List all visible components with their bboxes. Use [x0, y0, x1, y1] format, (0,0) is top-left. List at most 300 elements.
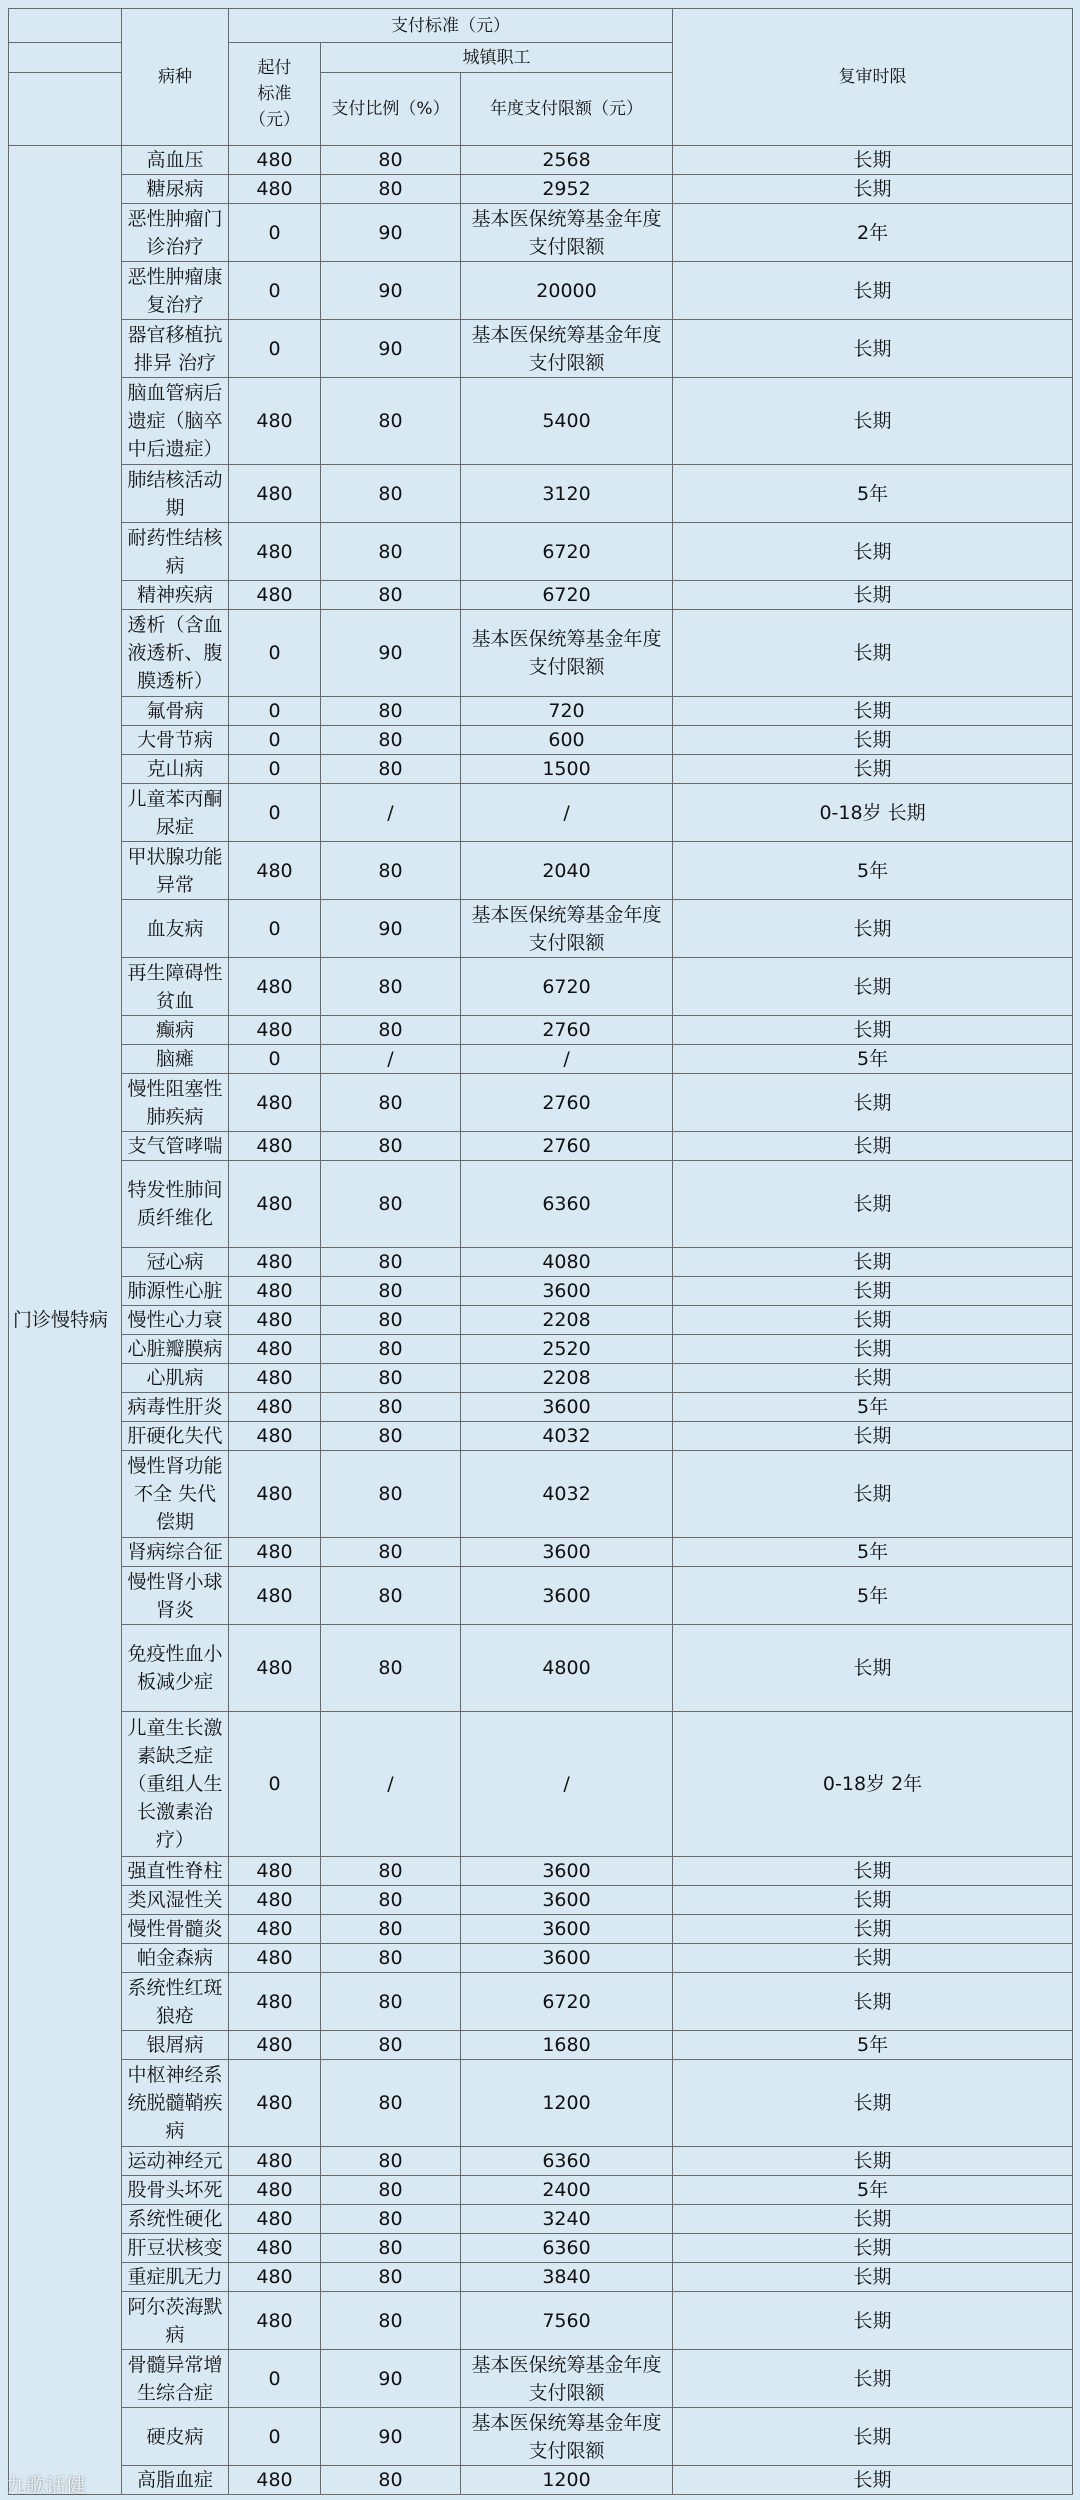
header-start-standard: 起付 标准 （元） — [229, 43, 321, 146]
pay-ratio-cell: 80 — [321, 1016, 461, 1045]
pay-ratio-cell: 80 — [321, 1944, 461, 1973]
pay-ratio-cell: 80 — [321, 2205, 461, 2234]
disease-cell: 透析（含血液透析、腹膜透析） — [122, 610, 229, 697]
start-standard-cell: 480 — [229, 2292, 321, 2350]
review-period-cell: 长期 — [673, 755, 1073, 784]
pay-ratio-cell: 80 — [321, 958, 461, 1016]
review-period-cell: 长期 — [673, 378, 1073, 465]
annual-limit-cell: / — [461, 1045, 673, 1074]
disease-cell: 慢性骨髓炎 — [122, 1915, 229, 1944]
table-row — [9, 2176, 1073, 2205]
review-period-cell: 长期 — [673, 1915, 1073, 1944]
start-standard-cell: 480 — [229, 1973, 321, 2031]
pay-ratio-cell: 80 — [321, 1422, 461, 1451]
review-period-cell: 2年 — [673, 204, 1073, 262]
pay-ratio-cell: 90 — [321, 2408, 461, 2466]
pay-ratio-cell: 80 — [321, 581, 461, 610]
pay-ratio-cell: 90 — [321, 610, 461, 697]
disease-cell: 银屑病 — [122, 2031, 229, 2060]
header-pay-standard: 支付标准（元） — [229, 9, 673, 43]
disease-cell: 肾病综合征 — [122, 1538, 229, 1567]
disease-cell: 糖尿病 — [122, 175, 229, 204]
disease-cell: 支气管哮喘 — [122, 1132, 229, 1161]
annual-limit-cell: 6360 — [461, 2147, 673, 2176]
pay-ratio-cell: 80 — [321, 1335, 461, 1364]
table-row — [9, 2408, 1073, 2466]
disease-cell: 股骨头坏死 — [122, 2176, 229, 2205]
start-standard-cell: 480 — [229, 1625, 321, 1712]
pay-ratio-cell: 90 — [321, 204, 461, 262]
disease-cell: 心脏瓣膜病 — [122, 1335, 229, 1364]
review-period-cell: 长期 — [673, 523, 1073, 581]
table-row — [9, 1538, 1073, 1567]
review-period-cell: 0-18岁 2年 — [673, 1712, 1073, 1857]
disease-cell: 中枢神经系统脱髓鞘疾病 — [122, 2060, 229, 2147]
table-row — [9, 320, 1073, 378]
table-row — [9, 2466, 1073, 2495]
annual-limit-cell: 6720 — [461, 958, 673, 1016]
review-period-cell: 长期 — [673, 1886, 1073, 1915]
annual-limit-cell: 2520 — [461, 1335, 673, 1364]
start-standard-cell: 480 — [229, 1277, 321, 1306]
annual-limit-cell: 4080 — [461, 1248, 673, 1277]
header-blank-cell — [9, 43, 122, 73]
start-standard-cell: 0 — [229, 610, 321, 697]
disease-cell: 高脂血症 — [122, 2466, 229, 2495]
annual-limit-cell: 4032 — [461, 1451, 673, 1538]
pay-ratio-cell: 80 — [321, 1132, 461, 1161]
pay-ratio-cell: 80 — [321, 697, 461, 726]
start-standard-cell: 480 — [229, 2031, 321, 2060]
table-row — [9, 1364, 1073, 1393]
review-period-cell: 长期 — [673, 1306, 1073, 1335]
header-annual-limit: 年度支付限额（元） — [461, 73, 673, 146]
review-period-cell: 长期 — [673, 146, 1073, 175]
review-period-cell: 长期 — [673, 2263, 1073, 2292]
start-standard-cell: 480 — [229, 1335, 321, 1364]
chronic-disease-payment-table — [8, 8, 1073, 2495]
review-period-cell: 5年 — [673, 1538, 1073, 1567]
pay-ratio-cell: 80 — [321, 2176, 461, 2205]
annual-limit-cell: 2760 — [461, 1074, 673, 1132]
review-period-cell: 长期 — [673, 697, 1073, 726]
table-row — [9, 755, 1073, 784]
pay-ratio-cell: 80 — [321, 2031, 461, 2060]
annual-limit-cell: 2760 — [461, 1132, 673, 1161]
annual-limit-cell: 4800 — [461, 1625, 673, 1712]
start-standard-cell: 480 — [229, 581, 321, 610]
table-row — [9, 2263, 1073, 2292]
pay-ratio-cell: 80 — [321, 2147, 461, 2176]
disease-cell: 耐药性结核病 — [122, 523, 229, 581]
review-period-cell: 长期 — [673, 2234, 1073, 2263]
start-standard-cell: 480 — [229, 2176, 321, 2205]
disease-cell: 肝硬化失代 — [122, 1422, 229, 1451]
policy-table-container — [8, 8, 1072, 2495]
start-standard-cell: 480 — [229, 2466, 321, 2495]
review-period-cell: 长期 — [673, 2466, 1073, 2495]
annual-limit-cell: 3600 — [461, 1277, 673, 1306]
header-blank-cell — [9, 9, 122, 43]
start-standard-cell: 480 — [229, 1944, 321, 1973]
disease-cell: 恶性肿瘤门诊治疗 — [122, 204, 229, 262]
review-period-cell: 长期 — [673, 1857, 1073, 1886]
start-standard-cell: 480 — [229, 1538, 321, 1567]
disease-cell: 脑血管病后遗症（脑卒中后遗症） — [122, 378, 229, 465]
review-period-cell: 长期 — [673, 1625, 1073, 1712]
review-period-cell: 长期 — [673, 1161, 1073, 1248]
annual-limit-cell: 6360 — [461, 1161, 673, 1248]
table-row — [9, 378, 1073, 465]
pay-ratio-cell: 80 — [321, 175, 461, 204]
pay-ratio-cell: 80 — [321, 1248, 461, 1277]
disease-cell: 慢性肾功能不全 失代偿期 — [122, 1451, 229, 1538]
review-period-cell: 长期 — [673, 262, 1073, 320]
table-row — [9, 1132, 1073, 1161]
table-row — [9, 1712, 1073, 1857]
start-standard-cell: 480 — [229, 1016, 321, 1045]
pay-ratio-cell: 80 — [321, 1161, 461, 1248]
table-row — [9, 1422, 1073, 1451]
pay-ratio-cell: 80 — [321, 2466, 461, 2495]
disease-cell: 恶性肿瘤康复治疗 — [122, 262, 229, 320]
review-period-cell: 5年 — [673, 2176, 1073, 2205]
disease-cell: 病毒性肝炎 — [122, 1393, 229, 1422]
pay-ratio-cell: 80 — [321, 2060, 461, 2147]
pay-ratio-cell: 80 — [321, 1625, 461, 1712]
start-standard-cell: 480 — [229, 2060, 321, 2147]
start-standard-cell: 480 — [229, 2205, 321, 2234]
annual-limit-cell: 基本医保统筹基金年度支付限额 — [461, 320, 673, 378]
watermark: 九歌话健 — [6, 2473, 86, 2497]
table-row — [9, 1161, 1073, 1248]
pay-ratio-cell: 80 — [321, 755, 461, 784]
annual-limit-cell: 2400 — [461, 2176, 673, 2205]
start-standard-cell: 0 — [229, 2408, 321, 2466]
table-row — [9, 2031, 1073, 2060]
disease-cell: 儿童生长激素缺乏症（重组人生长激素治疗） — [122, 1712, 229, 1857]
start-standard-cell: 0 — [229, 755, 321, 784]
pay-ratio-cell: 80 — [321, 1393, 461, 1422]
annual-limit-cell: 1200 — [461, 2060, 673, 2147]
table-row — [9, 900, 1073, 958]
start-standard-cell: 480 — [229, 1393, 321, 1422]
table-row — [9, 1074, 1073, 1132]
table-row — [9, 1306, 1073, 1335]
disease-cell: 精神疾病 — [122, 581, 229, 610]
table-row — [9, 1625, 1073, 1712]
annual-limit-cell: 3600 — [461, 1944, 673, 1973]
pay-ratio-cell: / — [321, 784, 461, 842]
review-period-cell: 5年 — [673, 1045, 1073, 1074]
review-period-cell: 长期 — [673, 1451, 1073, 1538]
table-row — [9, 204, 1073, 262]
review-period-cell: 5年 — [673, 842, 1073, 900]
annual-limit-cell: 3600 — [461, 1393, 673, 1422]
review-period-cell: 长期 — [673, 2205, 1073, 2234]
start-standard-cell: 0 — [229, 2350, 321, 2408]
start-standard-cell: 480 — [229, 1567, 321, 1625]
review-period-cell: 长期 — [673, 958, 1073, 1016]
review-period-cell: 长期 — [673, 2408, 1073, 2466]
review-period-cell: 5年 — [673, 465, 1073, 523]
pay-ratio-cell: 80 — [321, 1306, 461, 1335]
table-row — [9, 1016, 1073, 1045]
review-period-cell: 长期 — [673, 175, 1073, 204]
annual-limit-cell: 600 — [461, 726, 673, 755]
review-period-cell: 长期 — [673, 1132, 1073, 1161]
annual-limit-cell: 基本医保统筹基金年度支付限额 — [461, 204, 673, 262]
table-row — [9, 1973, 1073, 2031]
table-row — [9, 2350, 1073, 2408]
annual-limit-cell: / — [461, 784, 673, 842]
disease-cell: 再生障碍性贫血 — [122, 958, 229, 1016]
start-standard-cell: 480 — [229, 1915, 321, 1944]
review-period-cell: 长期 — [673, 2292, 1073, 2350]
annual-limit-cell: 720 — [461, 697, 673, 726]
table-row — [9, 1451, 1073, 1538]
header-urban-staff: 城镇职工 — [321, 43, 673, 73]
table-row — [9, 1886, 1073, 1915]
table-row — [9, 523, 1073, 581]
start-standard-cell: 480 — [229, 842, 321, 900]
start-standard-cell: 480 — [229, 1422, 321, 1451]
disease-cell: 骨髓异常增生综合症 — [122, 2350, 229, 2408]
start-standard-cell: 480 — [229, 2147, 321, 2176]
start-standard-cell: 0 — [229, 204, 321, 262]
start-standard-cell: 480 — [229, 1306, 321, 1335]
pay-ratio-cell: 90 — [321, 900, 461, 958]
annual-limit-cell: 2568 — [461, 146, 673, 175]
start-standard-cell: 0 — [229, 900, 321, 958]
pay-ratio-cell: 80 — [321, 2292, 461, 2350]
table-row — [9, 842, 1073, 900]
pay-ratio-cell: 90 — [321, 320, 461, 378]
disease-cell: 慢性阻塞性肺疾病 — [122, 1074, 229, 1132]
start-standard-cell: 480 — [229, 1248, 321, 1277]
annual-limit-cell: 2208 — [461, 1364, 673, 1393]
start-standard-cell: 0 — [229, 1712, 321, 1857]
pay-ratio-cell: 80 — [321, 1074, 461, 1132]
table-row — [9, 1335, 1073, 1364]
start-standard-cell: 480 — [229, 2263, 321, 2292]
annual-limit-cell: 6720 — [461, 523, 673, 581]
table-row — [9, 1915, 1073, 1944]
annual-limit-cell: / — [461, 1712, 673, 1857]
pay-ratio-cell: 80 — [321, 1538, 461, 1567]
pay-ratio-cell: 80 — [321, 726, 461, 755]
start-standard-cell: 480 — [229, 146, 321, 175]
annual-limit-cell: 基本医保统筹基金年度支付限额 — [461, 900, 673, 958]
pay-ratio-cell: 80 — [321, 1567, 461, 1625]
start-standard-cell: 0 — [229, 320, 321, 378]
disease-cell: 儿童苯丙酮尿症 — [122, 784, 229, 842]
start-standard-cell: 0 — [229, 1045, 321, 1074]
annual-limit-cell: 3600 — [461, 1538, 673, 1567]
pay-ratio-cell: 80 — [321, 523, 461, 581]
review-period-cell: 长期 — [673, 900, 1073, 958]
annual-limit-cell: 1200 — [461, 2466, 673, 2495]
annual-limit-cell: 基本医保统筹基金年度支付限额 — [461, 2408, 673, 2466]
annual-limit-cell: 3240 — [461, 2205, 673, 2234]
review-period-cell: 长期 — [673, 581, 1073, 610]
start-standard-cell: 0 — [229, 726, 321, 755]
disease-cell: 脑瘫 — [122, 1045, 229, 1074]
pay-ratio-cell: 80 — [321, 1451, 461, 1538]
disease-cell: 运动神经元 — [122, 2147, 229, 2176]
table-row — [9, 2060, 1073, 2147]
table-row — [9, 1567, 1073, 1625]
pay-ratio-cell: 80 — [321, 842, 461, 900]
review-period-cell: 长期 — [673, 320, 1073, 378]
annual-limit-cell: 6360 — [461, 2234, 673, 2263]
annual-limit-cell: 基本医保统筹基金年度支付限额 — [461, 2350, 673, 2408]
annual-limit-cell: 3600 — [461, 1857, 673, 1886]
review-period-cell: 5年 — [673, 1567, 1073, 1625]
table-row — [9, 1248, 1073, 1277]
disease-cell: 氟骨病 — [122, 697, 229, 726]
pay-ratio-cell: 80 — [321, 2263, 461, 2292]
disease-cell: 心肌病 — [122, 1364, 229, 1393]
annual-limit-cell: 20000 — [461, 262, 673, 320]
pay-ratio-cell: 80 — [321, 378, 461, 465]
disease-cell: 甲状腺功能异常 — [122, 842, 229, 900]
table-row — [9, 465, 1073, 523]
pay-ratio-cell: / — [321, 1045, 461, 1074]
header-disease: 病种 — [122, 9, 229, 146]
start-standard-cell: 480 — [229, 378, 321, 465]
review-period-cell: 5年 — [673, 1393, 1073, 1422]
table-row — [9, 2147, 1073, 2176]
table-row — [9, 726, 1073, 755]
pay-ratio-cell: / — [321, 1712, 461, 1857]
table-row — [9, 146, 1073, 175]
start-standard-cell: 480 — [229, 958, 321, 1016]
review-period-cell: 长期 — [673, 2060, 1073, 2147]
pay-ratio-cell: 80 — [321, 146, 461, 175]
table-row — [9, 697, 1073, 726]
disease-cell: 高血压 — [122, 146, 229, 175]
review-period-cell: 长期 — [673, 1422, 1073, 1451]
category-cell: 门诊慢特病 — [9, 146, 122, 2495]
table-row — [9, 262, 1073, 320]
review-period-cell: 5年 — [673, 2031, 1073, 2060]
table-row — [9, 1277, 1073, 1306]
header-pay-ratio: 支付比例（%） — [321, 73, 461, 146]
annual-limit-cell: 3600 — [461, 1567, 673, 1625]
start-standard-cell: 480 — [229, 1451, 321, 1538]
table-row — [9, 610, 1073, 697]
annual-limit-cell: 2760 — [461, 1016, 673, 1045]
pay-ratio-cell: 80 — [321, 1364, 461, 1393]
start-standard-cell: 480 — [229, 1074, 321, 1132]
pay-ratio-cell: 80 — [321, 1973, 461, 2031]
disease-cell: 器官移植抗排异 治疗 — [122, 320, 229, 378]
table-row — [9, 581, 1073, 610]
review-period-cell: 长期 — [673, 1973, 1073, 2031]
annual-limit-cell: 5400 — [461, 378, 673, 465]
start-standard-cell: 480 — [229, 1132, 321, 1161]
table-row — [9, 2292, 1073, 2350]
annual-limit-cell: 2952 — [461, 175, 673, 204]
annual-limit-cell: 3120 — [461, 465, 673, 523]
disease-cell: 硬皮病 — [122, 2408, 229, 2466]
annual-limit-cell: 4032 — [461, 1422, 673, 1451]
disease-cell: 癫病 — [122, 1016, 229, 1045]
annual-limit-cell: 1500 — [461, 755, 673, 784]
review-period-cell: 长期 — [673, 2350, 1073, 2408]
pay-ratio-cell: 80 — [321, 465, 461, 523]
annual-limit-cell: 2208 — [461, 1306, 673, 1335]
start-standard-cell: 0 — [229, 697, 321, 726]
table-row — [9, 1857, 1073, 1886]
disease-cell: 帕金森病 — [122, 1944, 229, 1973]
annual-limit-cell: 1680 — [461, 2031, 673, 2060]
header-blank-cell — [9, 73, 122, 146]
review-period-cell: 长期 — [673, 1248, 1073, 1277]
review-period-cell: 长期 — [673, 1074, 1073, 1132]
header-review-period: 复审时限 — [673, 9, 1073, 146]
table-row — [9, 175, 1073, 204]
table-row — [9, 2234, 1073, 2263]
disease-cell: 特发性肺间质纤维化 — [122, 1161, 229, 1248]
pay-ratio-cell: 80 — [321, 1886, 461, 1915]
disease-cell: 免疫性血小板减少症 — [122, 1625, 229, 1712]
disease-cell: 肺结核活动期 — [122, 465, 229, 523]
review-period-cell: 0-18岁 长期 — [673, 784, 1073, 842]
review-period-cell: 长期 — [673, 726, 1073, 755]
start-standard-cell: 480 — [229, 2234, 321, 2263]
start-standard-cell: 480 — [229, 1161, 321, 1248]
start-standard-cell: 480 — [229, 465, 321, 523]
review-period-cell: 长期 — [673, 1944, 1073, 1973]
annual-limit-cell: 6720 — [461, 1973, 673, 2031]
annual-limit-cell: 3840 — [461, 2263, 673, 2292]
disease-cell: 血友病 — [122, 900, 229, 958]
disease-cell: 慢性肾小球肾炎 — [122, 1567, 229, 1625]
pay-ratio-cell: 80 — [321, 1915, 461, 1944]
disease-cell: 类风湿性关 — [122, 1886, 229, 1915]
review-period-cell: 长期 — [673, 1277, 1073, 1306]
pay-ratio-cell: 80 — [321, 1277, 461, 1306]
pay-ratio-cell: 80 — [321, 1857, 461, 1886]
disease-cell: 重症肌无力 — [122, 2263, 229, 2292]
table-row — [9, 1045, 1073, 1074]
pay-ratio-cell: 90 — [321, 2350, 461, 2408]
disease-cell: 大骨节病 — [122, 726, 229, 755]
review-period-cell: 长期 — [673, 610, 1073, 697]
review-period-cell: 长期 — [673, 1335, 1073, 1364]
review-period-cell: 长期 — [673, 1016, 1073, 1045]
table-row — [9, 784, 1073, 842]
table-row — [9, 1393, 1073, 1422]
annual-limit-cell: 3600 — [461, 1915, 673, 1944]
disease-cell: 系统性硬化 — [122, 2205, 229, 2234]
annual-limit-cell: 3600 — [461, 1886, 673, 1915]
table-row — [9, 1944, 1073, 1973]
start-standard-cell: 0 — [229, 784, 321, 842]
disease-cell: 系统性红斑狼疮 — [122, 1973, 229, 2031]
annual-limit-cell: 6720 — [461, 581, 673, 610]
start-standard-cell: 0 — [229, 262, 321, 320]
annual-limit-cell: 2040 — [461, 842, 673, 900]
disease-cell: 肝豆状核变 — [122, 2234, 229, 2263]
disease-cell: 肺源性心脏 — [122, 1277, 229, 1306]
disease-cell: 慢性心力衰 — [122, 1306, 229, 1335]
disease-cell: 冠心病 — [122, 1248, 229, 1277]
pay-ratio-cell: 80 — [321, 2234, 461, 2263]
disease-cell: 强直性脊柱 — [122, 1857, 229, 1886]
